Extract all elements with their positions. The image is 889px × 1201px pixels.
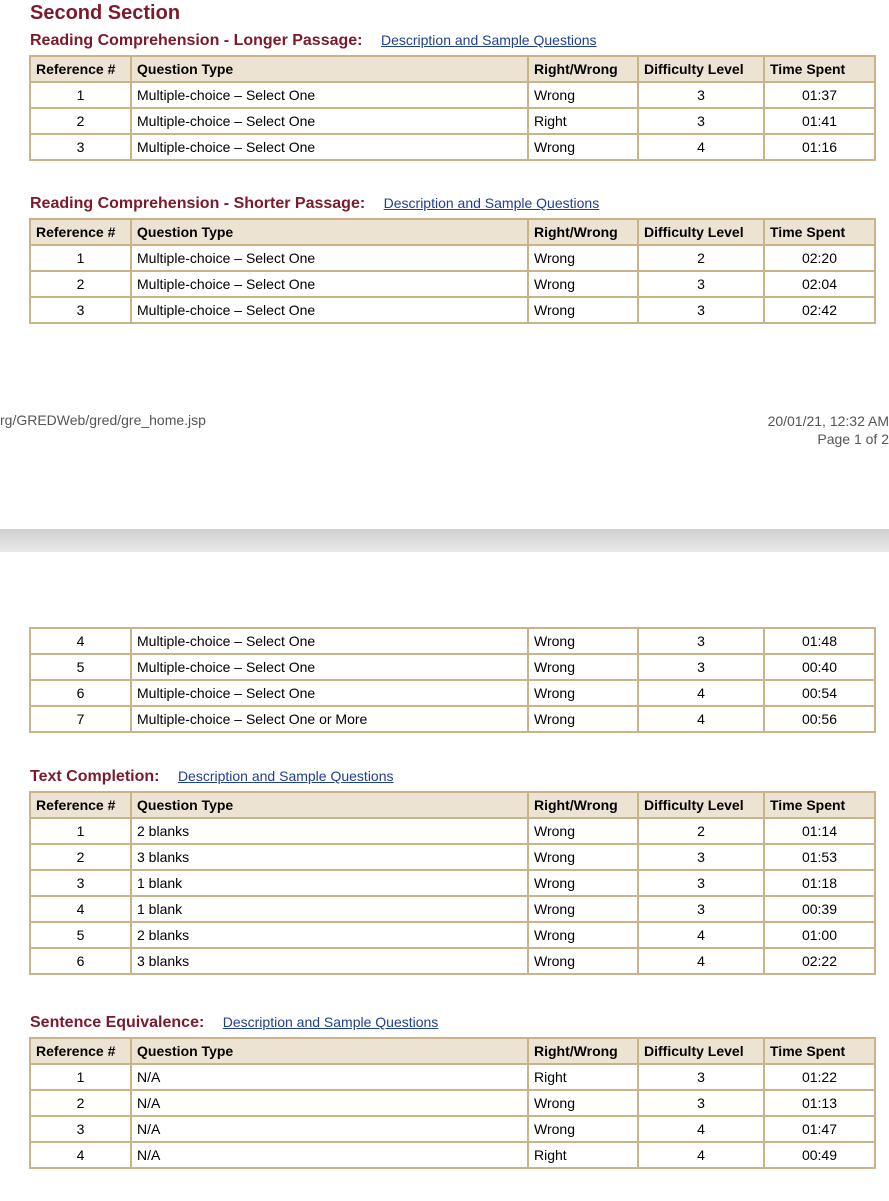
reference-cell: 7	[30, 706, 131, 732]
rc-longer-table	[29, 55, 876, 161]
table-row	[30, 706, 875, 732]
reference-cell: 2	[30, 271, 131, 297]
footer-date	[768, 412, 889, 448]
reference-cell: 6	[30, 680, 131, 706]
sentence-equivalence-table	[29, 1037, 876, 1169]
time-spent-cell: 01:16	[764, 134, 875, 160]
table-row	[30, 818, 875, 844]
right-wrong-cell: Right	[528, 108, 638, 134]
reference-cell: 4	[30, 628, 131, 654]
reference-cell: 2	[30, 108, 131, 134]
right-wrong-cell: Wrong	[528, 82, 638, 108]
right-wrong-cell: Wrong	[528, 680, 638, 706]
time-spent-cell: 02:20	[764, 245, 875, 271]
sentence-equivalence-description-link[interactable]: Description and Sample Questions	[222, 1014, 439, 1030]
page-break	[0, 529, 889, 552]
question-type-cell: Multiple-choice – Select One or More	[131, 706, 528, 732]
difficulty-cell: 3	[638, 1064, 764, 1090]
right-wrong-cell: Wrong	[528, 896, 638, 922]
difficulty-cell: 4	[638, 922, 764, 948]
reference-cell: 1	[30, 818, 131, 844]
column-header: Difficulty Level	[638, 56, 764, 82]
column-header: Question Type	[131, 1038, 528, 1064]
question-type-cell: Multiple-choice – Select One	[131, 654, 528, 680]
question-type-cell: N/A	[131, 1116, 528, 1142]
question-type-cell: 3 blanks	[131, 948, 528, 974]
difficulty-cell: 3	[638, 654, 764, 680]
rc-longer-title: Reading Comprehension - Longer Passage:	[30, 32, 363, 49]
column-header: Difficulty Level	[638, 219, 764, 245]
time-spent-cell: 01:37	[764, 82, 875, 108]
question-type-cell: Multiple-choice – Select One	[131, 628, 528, 654]
reference-cell: 3	[30, 870, 131, 896]
time-spent-cell: 02:22	[764, 948, 875, 974]
column-header: Question Type	[131, 792, 528, 818]
difficulty-cell: 4	[638, 948, 764, 974]
right-wrong-cell: Wrong	[528, 818, 638, 844]
question-type-cell: N/A	[131, 1090, 528, 1116]
time-spent-cell: 01:48	[764, 628, 875, 654]
column-header: Reference #	[30, 56, 131, 82]
reference-cell: 1	[30, 82, 131, 108]
table-row	[30, 1116, 875, 1142]
time-spent-cell: 01:18	[764, 870, 875, 896]
question-type-cell: N/A	[131, 1064, 528, 1090]
reference-cell: 2	[30, 1090, 131, 1116]
difficulty-cell: 4	[638, 706, 764, 732]
reference-cell: 3	[30, 297, 131, 323]
rc-shorter-table	[29, 218, 876, 324]
difficulty-cell: 4	[638, 680, 764, 706]
right-wrong-cell: Wrong	[528, 844, 638, 870]
difficulty-cell: 4	[638, 1142, 764, 1168]
question-type-cell: 1 blank	[131, 870, 528, 896]
difficulty-cell: 2	[638, 818, 764, 844]
text-completion-title: Text Completion:	[30, 768, 160, 785]
right-wrong-cell: Wrong	[528, 628, 638, 654]
question-type-cell: Multiple-choice – Select One	[131, 108, 528, 134]
table-row	[30, 654, 875, 680]
question-type-cell: 1 blank	[131, 896, 528, 922]
rc-shorter-description-link[interactable]: Description and Sample Questions	[383, 195, 600, 211]
question-type-cell: Multiple-choice – Select One	[131, 245, 528, 271]
reference-cell: 5	[30, 654, 131, 680]
right-wrong-cell: Wrong	[528, 870, 638, 896]
table-header-row	[30, 792, 875, 818]
column-header: Right/Wrong	[528, 792, 638, 818]
table-row	[30, 245, 875, 271]
reference-cell: 3	[30, 134, 131, 160]
column-header: Reference #	[30, 219, 131, 245]
column-header: Difficulty Level	[638, 792, 764, 818]
time-spent-cell: 01:41	[764, 108, 875, 134]
column-header: Question Type	[131, 219, 528, 245]
table-row	[30, 680, 875, 706]
difficulty-cell: 3	[638, 896, 764, 922]
table-row	[30, 134, 875, 160]
reference-cell: 1	[30, 1064, 131, 1090]
reference-cell: 2	[30, 844, 131, 870]
footer-url: rg/GREDWeb/gred/gre_home.jsp	[0, 412, 206, 428]
question-type-cell: N/A	[131, 1142, 528, 1168]
rc-shorter-heading	[30, 193, 599, 214]
right-wrong-cell: Wrong	[528, 922, 638, 948]
column-header: Time Spent	[764, 219, 875, 245]
question-type-cell: 3 blanks	[131, 844, 528, 870]
difficulty-cell: 3	[638, 271, 764, 297]
time-spent-cell: 00:40	[764, 654, 875, 680]
difficulty-cell: 3	[638, 870, 764, 896]
table-row	[30, 82, 875, 108]
sentence-equivalence-heading	[30, 1012, 438, 1033]
difficulty-cell: 4	[638, 1116, 764, 1142]
right-wrong-cell: Wrong	[528, 271, 638, 297]
column-header: Time Spent	[764, 56, 875, 82]
time-spent-cell: 02:42	[764, 297, 875, 323]
table-row	[30, 1142, 875, 1168]
question-type-cell: Multiple-choice – Select One	[131, 680, 528, 706]
question-type-cell: Multiple-choice – Select One	[131, 271, 528, 297]
difficulty-cell: 3	[638, 628, 764, 654]
column-header: Time Spent	[764, 1038, 875, 1064]
time-spent-cell: 01:14	[764, 818, 875, 844]
table-header-row	[30, 56, 875, 82]
text-completion-heading	[30, 766, 394, 787]
table-row	[30, 108, 875, 134]
section-title: Second Section	[30, 2, 181, 24]
time-spent-cell: 00:39	[764, 896, 875, 922]
table-row	[30, 922, 875, 948]
table-row	[30, 896, 875, 922]
reference-cell: 4	[30, 1142, 131, 1168]
time-spent-cell: 00:49	[764, 1142, 875, 1168]
text-completion-description-link[interactable]: Description and Sample Questions	[177, 768, 394, 784]
right-wrong-cell: Right	[528, 1142, 638, 1168]
rc-shorter-continued-table	[29, 627, 876, 733]
right-wrong-cell: Wrong	[528, 706, 638, 732]
question-type-cell: Multiple-choice – Select One	[131, 82, 528, 108]
sentence-equivalence-title: Sentence Equivalence:	[30, 1014, 205, 1031]
difficulty-cell: 3	[638, 82, 764, 108]
question-type-cell: 2 blanks	[131, 922, 528, 948]
table-header-row	[30, 219, 875, 245]
time-spent-cell: 01:00	[764, 922, 875, 948]
difficulty-cell: 4	[638, 134, 764, 160]
column-header: Right/Wrong	[528, 219, 638, 245]
question-type-cell: Multiple-choice – Select One	[131, 297, 528, 323]
table-row	[30, 271, 875, 297]
right-wrong-cell: Wrong	[528, 245, 638, 271]
column-header: Right/Wrong	[528, 1038, 638, 1064]
column-header: Question Type	[131, 56, 528, 82]
reference-cell: 3	[30, 1116, 131, 1142]
rc-longer-description-link[interactable]: Description and Sample Questions	[380, 32, 597, 48]
difficulty-cell: 2	[638, 245, 764, 271]
table-row	[30, 1064, 875, 1090]
difficulty-cell: 3	[638, 108, 764, 134]
time-spent-cell: 01:47	[764, 1116, 875, 1142]
difficulty-cell: 3	[638, 297, 764, 323]
column-header: Right/Wrong	[528, 56, 638, 82]
time-spent-cell: 01:13	[764, 1090, 875, 1116]
column-header: Difficulty Level	[638, 1038, 764, 1064]
right-wrong-cell: Wrong	[528, 1116, 638, 1142]
column-header: Reference #	[30, 792, 131, 818]
time-spent-cell: 00:54	[764, 680, 875, 706]
table-row	[30, 628, 875, 654]
question-type-cell: 2 blanks	[131, 818, 528, 844]
rc-longer-heading	[30, 30, 597, 51]
time-spent-cell: 01:53	[764, 844, 875, 870]
right-wrong-cell: Right	[528, 1064, 638, 1090]
column-header: Reference #	[30, 1038, 131, 1064]
difficulty-cell: 3	[638, 844, 764, 870]
table-row	[30, 948, 875, 974]
right-wrong-cell: Wrong	[528, 654, 638, 680]
right-wrong-cell: Wrong	[528, 948, 638, 974]
table-header-row	[30, 1038, 875, 1064]
right-wrong-cell: Wrong	[528, 134, 638, 160]
question-type-cell: Multiple-choice – Select One	[131, 134, 528, 160]
footer-page-number: Page 1 of 2	[817, 431, 889, 447]
table-row	[30, 1090, 875, 1116]
time-spent-cell: 01:22	[764, 1064, 875, 1090]
time-spent-cell: 02:04	[764, 271, 875, 297]
reference-cell: 5	[30, 922, 131, 948]
rc-shorter-title: Reading Comprehension - Shorter Passage:	[30, 195, 366, 212]
right-wrong-cell: Wrong	[528, 1090, 638, 1116]
column-header: Time Spent	[764, 792, 875, 818]
table-row	[30, 844, 875, 870]
reference-cell: 6	[30, 948, 131, 974]
right-wrong-cell: Wrong	[528, 297, 638, 323]
text-completion-table	[29, 791, 876, 975]
table-row	[30, 870, 875, 896]
time-spent-cell: 00:56	[764, 706, 875, 732]
reference-cell: 4	[30, 896, 131, 922]
table-row	[30, 297, 875, 323]
reference-cell: 1	[30, 245, 131, 271]
difficulty-cell: 3	[638, 1090, 764, 1116]
footer-datetime: 20/01/21, 12:32 AM	[767, 413, 889, 429]
